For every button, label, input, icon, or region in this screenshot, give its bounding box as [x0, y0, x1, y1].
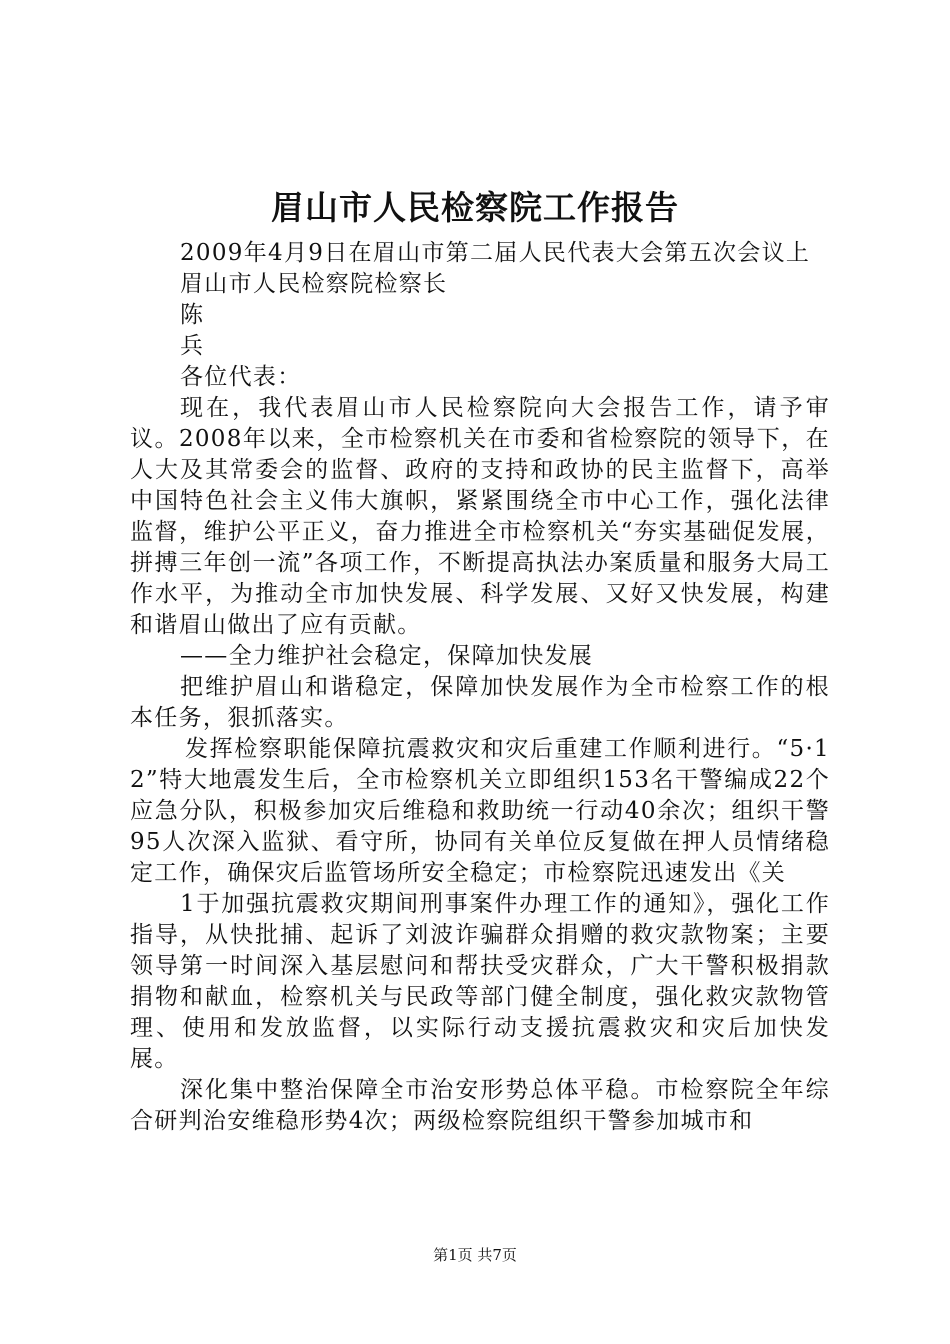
page-number-footer: 第1页 共7页 — [433, 1246, 517, 1264]
document-body — [130, 238, 830, 1137]
body-paragraph: 现在，我代表眉山市人民检察院向大会报告工作，请予审议。2008年以来，全市检察机关在市委和省检察院的领导下，在人大及其常委会的监督、政府的支持和政协的民主监督下，高举中国特色社会主义伟大旗帜，紧紧围绕全市中心工作，强化法律监督，维护公平正义，奋力推进全市检察机关“夯实基础促发展，拼搏三年创一流”各项工作，不断提高执法办案质量和服务大局工作水平，为推动全市加快发展、科学发展、又好又快发展，构建和谐眉山做出了应有贡献。 — [130, 395, 830, 638]
section-heading: ——全力维护社会稳定，保障加快发展 — [180, 643, 594, 669]
body-paragraph: 1于加强抗震救灾期间刑事案件办理工作的通知》，强化工作指导，从快批捕、起诉了刘波诈骗群众捐赠的救灾款物案；主要领导第一时间深入基层慰问和帮扶受灾群众，广大干警积极捐款捐物和献血，检察机关与民政等部门健全制度，强化救灾款物管理、使用和发放监督，以实际行动支援抗震救灾和灾后加快发展。 — [130, 891, 830, 1072]
body-paragraph: 发挥检察职能保障抗震救灾和灾后重建工作顺利进行。“5·12”特大地震发生后，全市检察机关立即组织153名干警编成22个应急分队，积极参加灾后维稳和救助统一行动40余次；组织干警95人次深入监狱、看守所，协同有关单位反复做在押人员情绪稳定工作，确保灾后监管场所安全稳定；市检察院迅速发出《关 — [130, 736, 830, 886]
speaker-name-surname: 陈 — [180, 302, 205, 328]
body-paragraph: 把维护眉山和谐稳定，保障加快发展作为全市检察工作的根本任务，狠抓落实。 — [130, 674, 830, 731]
body-paragraph: 深化集中整治保障全市治安形势总体平稳。市检察院全年综合研判治安维稳形势4次；两级检察院组织干警参加城市和 — [130, 1077, 830, 1134]
document-title: 眉山市人民检察院工作报告 — [271, 188, 679, 227]
speaker-name-given: 兵 — [180, 333, 205, 359]
meeting-info-paragraph: 2009年4月9日在眉山市第二届人民代表大会第五次会议上 — [180, 240, 811, 266]
salutation: 各位代表： — [180, 364, 302, 390]
speaker-title: 眉山市人民检察院检察长 — [180, 271, 448, 297]
